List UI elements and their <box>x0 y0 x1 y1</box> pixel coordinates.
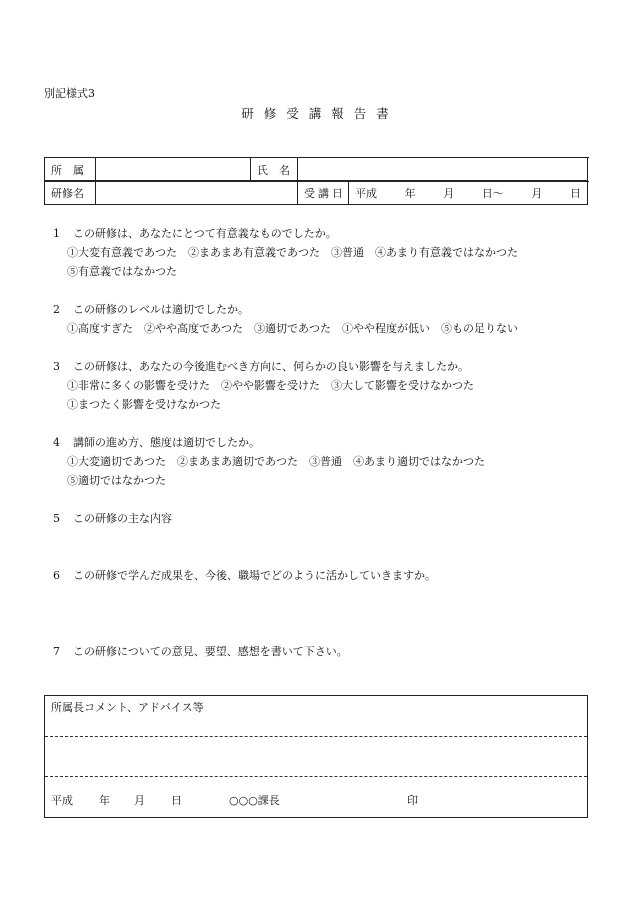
question-options[interactable]: ①大変適切であつた ②まあまあ適切であつた ③普通 ④あまり適切ではなかつた <box>67 455 485 468</box>
date-day-start: 日〜 <box>481 186 504 200</box>
name-field[interactable] <box>298 158 588 182</box>
question-text: 講師の進め方、態度は適切でしたか。 <box>73 436 260 449</box>
date-month-start: 月 <box>443 186 455 200</box>
question-options[interactable]: ①大変有意義であつた ②まあまあ有意義であつた ③普通 ④あまり有意義ではなかつた <box>67 246 518 259</box>
manager-comment-box[interactable] <box>44 695 588 818</box>
footer-manager: ○○○課長 <box>229 794 280 807</box>
footer-month: 月 <box>134 794 145 807</box>
question-number: 2 <box>53 303 60 316</box>
question-options[interactable]: ①まつたく影響を受けなかつた <box>67 398 221 411</box>
footer-day: 日 <box>171 794 182 807</box>
question-options[interactable]: ⑤適切ではなかつた <box>67 474 166 487</box>
question-6 <box>53 566 436 585</box>
question-3 <box>53 357 474 414</box>
date-year: 年 <box>404 186 416 200</box>
question-text: この研修は、あなたにとつて有意義なものでしたか。 <box>73 227 337 240</box>
dashed-divider <box>45 776 587 777</box>
footer-era: 平成 <box>51 794 73 807</box>
footer-seal: 印 <box>407 794 418 807</box>
dashed-divider <box>45 736 587 737</box>
question-number: 1 <box>53 227 60 240</box>
question-text: この研修についての意見、要望、感想を書いて下さい。 <box>73 645 348 658</box>
training-field[interactable] <box>96 181 298 205</box>
question-1 <box>53 224 518 281</box>
question-number: 3 <box>53 360 60 373</box>
training-label: 研修名 <box>45 181 96 205</box>
footer-year: 年 <box>99 794 110 807</box>
question-7 <box>53 642 348 661</box>
affiliation-label: 所 属 <box>45 158 96 182</box>
question-number: 4 <box>53 436 60 449</box>
question-number: 7 <box>53 645 60 658</box>
date-era: 平成 <box>355 186 377 200</box>
question-5 <box>53 509 172 528</box>
comment-box-title: 所属長コメント、アドバイス等 <box>51 701 204 714</box>
question-number: 6 <box>53 569 60 582</box>
affiliation-field[interactable] <box>96 158 251 182</box>
question-options[interactable]: ①非常に多くの影響を受けた ②やや影響を受けた ③大して影響を受けなかつた <box>67 379 474 392</box>
attendance-label: 受講日 <box>298 181 349 205</box>
date-day-end: 日 <box>569 186 581 200</box>
question-number: 5 <box>53 512 60 525</box>
info-table-row2 <box>44 180 588 205</box>
info-table <box>44 157 588 182</box>
date-month-end: 月 <box>531 186 543 200</box>
name-label: 氏 名 <box>251 158 298 182</box>
question-text: この研修の主な内容 <box>73 512 172 525</box>
question-options[interactable]: ①高度すぎた ②やや高度であつた ③適切であつた ①やや程度が低い ⑤もの足りない <box>67 322 518 335</box>
question-text: この研修のレベルは適切でしたか。 <box>73 303 249 316</box>
attendance-dates[interactable] <box>349 181 588 205</box>
question-options[interactable]: ⑤有意義ではなかつた <box>67 265 177 278</box>
question-text: この研修で学んだ成果を、今後、職場でどのように活かしていきますか。 <box>73 569 436 582</box>
question-text: この研修は、あなたの今後進むべき方向に、何らかの良い影響を与えましたか。 <box>73 360 469 373</box>
document-title: 研修受講報告書 <box>241 106 399 121</box>
question-4 <box>53 433 485 490</box>
form-label: 別記様式3 <box>44 87 95 100</box>
question-2 <box>53 300 518 338</box>
